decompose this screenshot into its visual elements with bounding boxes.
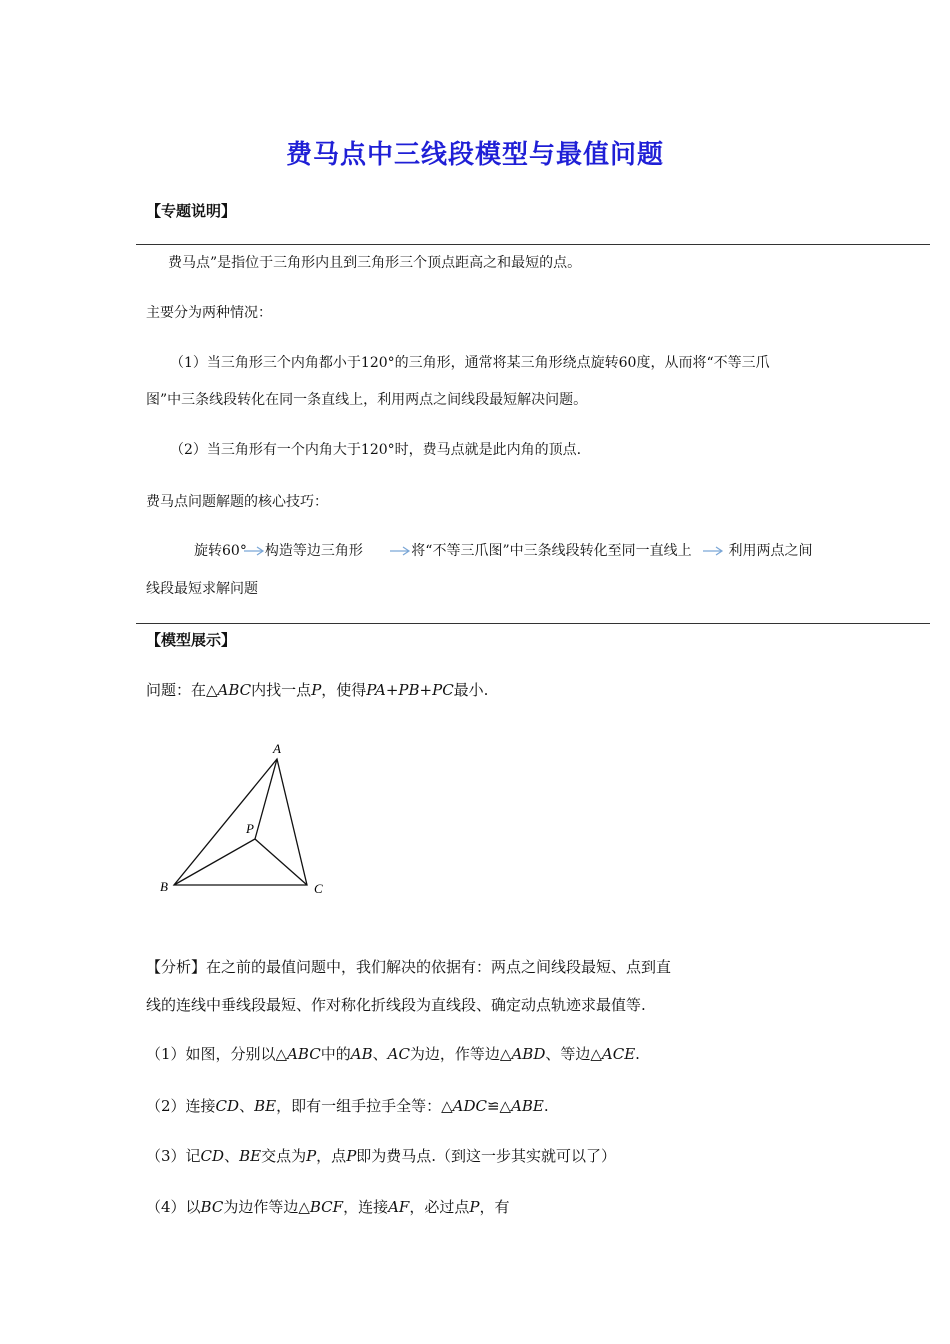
step-text: 交点为	[261, 1147, 307, 1165]
problem-text: 问题：在△	[146, 681, 218, 699]
step-text: （1）如图，分别以△	[146, 1045, 288, 1063]
step-text: ABC	[287, 1045, 321, 1063]
step-text: BE	[254, 1097, 277, 1115]
step-text: ABD	[511, 1045, 546, 1063]
step-text: P	[346, 1147, 357, 1165]
analysis-step-4	[146, 1196, 509, 1217]
section-heading-intro: 【专题说明】	[146, 202, 237, 220]
case-1-line-2: 图”中三条线段转化在同一条直线上，利用两点之间线段最短解决问题。	[146, 392, 588, 408]
step-construct: 构造等边三角形	[264, 543, 363, 559]
step-text: .	[543, 1097, 549, 1115]
case-2: （2）当三角形有一个内角大于120°时，费马点就是此内角的顶点.	[170, 442, 582, 458]
problem-text: P	[311, 681, 322, 699]
step-text: 、	[224, 1147, 240, 1165]
step-text: （3）记	[146, 1147, 201, 1165]
step-text: ，连接	[343, 1198, 389, 1216]
problem-text: PA+PB+PC	[366, 681, 454, 699]
step-shortest: 利用两点之间	[728, 543, 813, 559]
analysis-line-1: 【分析】在之前的最值问题中，我们解决的依据有：两点之间线段最短、点到直	[146, 958, 672, 976]
label-a: A	[273, 741, 281, 756]
analysis-step-3	[146, 1145, 616, 1166]
segment-pb	[174, 839, 255, 885]
step-text: AF	[388, 1198, 410, 1216]
problem-statement	[146, 679, 488, 700]
step-text: 、等边△	[545, 1045, 602, 1063]
step-rotate: 旋转60°	[194, 543, 247, 559]
step-text: ，有	[479, 1198, 510, 1216]
triangle-figure	[150, 735, 350, 905]
step-text: P	[469, 1198, 480, 1216]
step-text: .	[635, 1045, 640, 1063]
step-text: （2）连接	[146, 1097, 216, 1115]
technique-steps-tail: 线段最短求解问题	[146, 581, 258, 597]
step-text: AB	[350, 1045, 373, 1063]
label-c: C	[314, 881, 323, 896]
arrow-right-icon	[243, 546, 265, 556]
core-technique-heading: 费马点问题解题的核心技巧：	[146, 494, 328, 510]
step-text: 、	[239, 1097, 255, 1115]
step-text: （4）以	[146, 1198, 201, 1216]
step-text: ≌△	[486, 1097, 512, 1115]
step-text: ，即有一组手拉手全等：△	[276, 1097, 453, 1115]
step-text: ACE	[601, 1045, 636, 1063]
problem-text: 最小.	[453, 681, 489, 699]
label-b: B	[160, 879, 168, 894]
two-cases-intro: 主要分为两种情况：	[146, 305, 272, 321]
arrow-right-icon	[702, 546, 724, 556]
step-text: CD	[200, 1147, 225, 1165]
step-text: 中的	[320, 1045, 351, 1063]
step-text: BC	[200, 1198, 224, 1216]
step-text: 即为费马点.（到这一步其实就可以了）	[356, 1147, 617, 1165]
step-text: 为边，作等边△	[409, 1045, 512, 1063]
step-text: 、	[372, 1045, 388, 1063]
step-transform: 将“不等三爪图”中三条线段转化至同一直线上	[411, 543, 692, 559]
step-text: ，必过点	[409, 1198, 470, 1216]
label-p: P	[246, 821, 254, 836]
segment-pc	[255, 839, 307, 885]
step-text: ABE	[511, 1097, 544, 1115]
problem-text: 内找一点	[251, 681, 312, 699]
step-text: BCF	[309, 1198, 344, 1216]
analysis-step-1	[146, 1043, 640, 1064]
divider	[136, 244, 930, 245]
analysis-step-2	[146, 1095, 549, 1116]
fermat-definition: 费马点”是指位于三角形内且到三角形三个顶点距高之和最短的点。	[168, 255, 582, 271]
case-1-line-1: （1）当三角形三个内角都小于120°的三角形，通常将某三角形绕点旋转60度，从而将“不等三爪	[170, 355, 770, 371]
section-heading-model: 【模型展示】	[146, 631, 237, 649]
problem-text: ，使得	[321, 681, 367, 699]
analysis-line-2: 线的连线中垂线段最短、作对称化折线段为直线段、确定动点轨迹求最值等.	[146, 996, 646, 1014]
problem-text: ABC	[217, 681, 252, 699]
step-text: 为边作等边△	[223, 1198, 310, 1216]
step-text: AC	[387, 1045, 410, 1063]
arrow-right-icon	[389, 546, 411, 556]
triangle-abc	[174, 759, 307, 885]
technique-steps	[194, 540, 813, 560]
step-text: P	[306, 1147, 317, 1165]
step-text: ADC	[452, 1097, 487, 1115]
step-text: CD	[215, 1097, 240, 1115]
segment-pa	[255, 759, 277, 839]
page-title: 费马点中三线段模型与最值问题	[285, 140, 664, 170]
divider	[136, 623, 930, 624]
step-text: BE	[239, 1147, 262, 1165]
step-text: ，点	[316, 1147, 347, 1165]
